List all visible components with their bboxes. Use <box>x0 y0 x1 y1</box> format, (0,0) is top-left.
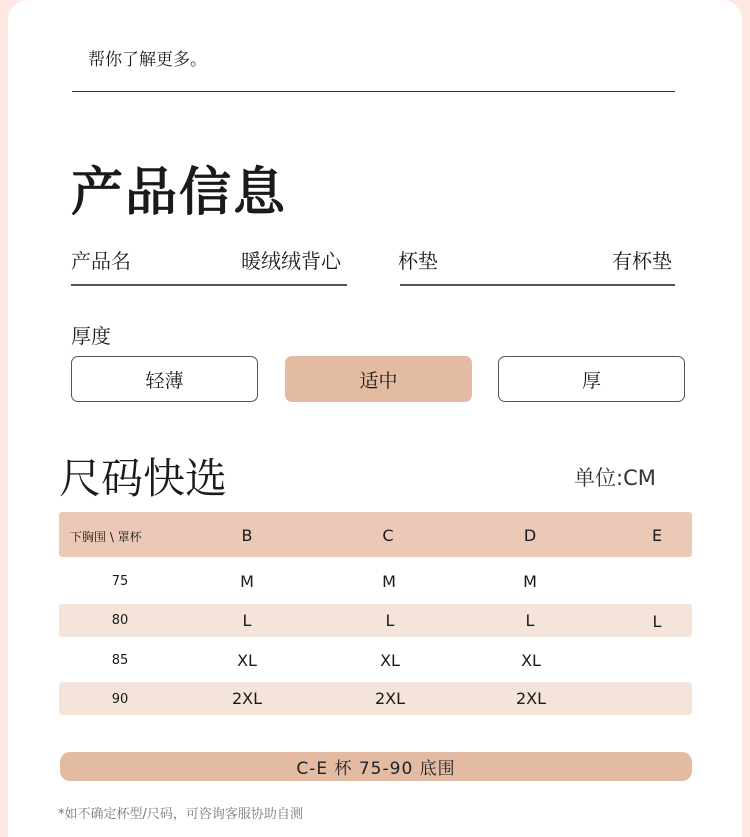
card-corner <box>8 0 32 24</box>
thickness-label: 厚度 <box>71 324 111 348</box>
thickness-option-thick[interactable]: 厚 <box>498 356 685 402</box>
field-label-product-name: 产品名 <box>71 249 131 273</box>
table-cell: L <box>652 612 662 631</box>
size-guide-title: 尺码快选 <box>59 454 228 503</box>
table-cell: M <box>240 572 254 591</box>
field-value-product-name: 暖绒绒背心 <box>241 249 341 273</box>
table-cell: L <box>525 611 535 630</box>
field-value-cup-pad: 有杯垫 <box>612 249 672 273</box>
footnote: *如不确定杯型/尺码，可咨询客服协助自测 <box>58 807 303 822</box>
column-header: E <box>651 526 663 545</box>
column-header: B <box>241 526 253 545</box>
table-cell: 2XL <box>374 689 406 708</box>
table-cell: 2XL <box>515 689 547 708</box>
column-header: D <box>523 526 537 545</box>
divider <box>72 91 675 92</box>
table-cell: L <box>385 611 395 630</box>
table-cell: 2XL <box>231 689 263 708</box>
table-cell: L <box>242 611 252 630</box>
band-size: 80 <box>111 613 129 628</box>
size-table-header <box>59 512 692 557</box>
table-row <box>59 604 692 637</box>
thickness-option-medium[interactable]: 适中 <box>285 356 472 402</box>
table-corner-label: 下胸围 \ 罩杯 <box>70 530 142 544</box>
intro-text: 帮你了解更多。 <box>88 50 207 70</box>
table-row <box>59 643 692 677</box>
table-cell: M <box>382 572 396 591</box>
band-size: 75 <box>111 574 129 589</box>
table-cell: XL <box>521 651 541 670</box>
table-row <box>59 682 692 715</box>
product-info-title: 产品信息 <box>71 163 288 223</box>
table-cell: XL <box>237 651 257 670</box>
column-header: C <box>382 526 394 545</box>
cup-range-banner: C-E 杯 75-90 底围 <box>60 752 692 781</box>
thickness-option-thin[interactable]: 轻薄 <box>71 356 258 402</box>
band-size: 90 <box>111 692 129 707</box>
table-cell: XL <box>380 651 400 670</box>
card-corner <box>718 0 742 24</box>
divider <box>400 284 675 286</box>
field-label-cup-pad: 杯垫 <box>398 249 438 273</box>
table-cell: M <box>523 572 537 591</box>
table-row <box>59 564 692 598</box>
unit-label: 单位:CM <box>574 466 656 490</box>
divider <box>71 284 347 286</box>
band-size: 85 <box>111 653 129 668</box>
